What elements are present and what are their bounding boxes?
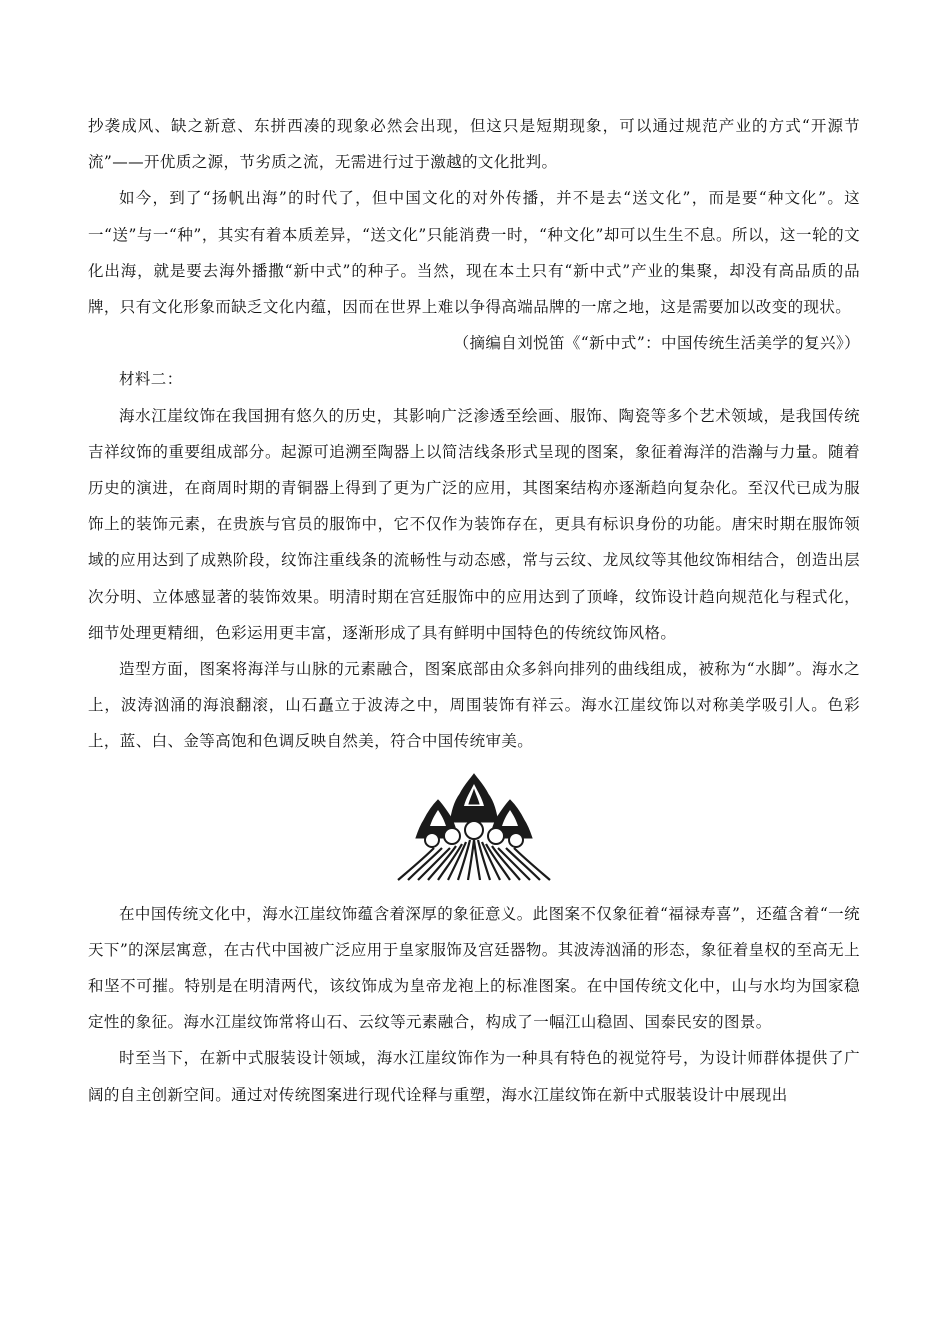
paragraph-continued: 抄袭成风、缺之新意、东拼西凑的现象必然会出现，但这只是短期现象，可以通过规范产业的方式“开源节流”——开优质之源，节劣质之流，无需进行过于激越的文化批判。	[88, 117, 860, 172]
material-heading: 材料二：	[119, 370, 183, 389]
paragraph-cultural-export: 如今，到了“扬帆出海”的时代了，但中国文化的对外传播，并不是去“送文化”，而是要“种文化”。这一“送”与一“种”，其实有着本质差异，“送文化”只能消费一时，“种文化”却可以生生不息。所以，这一轮的文化出海，就是要去海外播撒“新中式”的种子。当然，现在本土只有“新中式”产业的集聚，却没有高品质的品牌，只有文化形象而缺乏文化内蕴，因而在世界上难以争得高端品牌的一席之地，这是需要加以改变的现状。	[88, 189, 860, 317]
source-note: （摘编自刘悦笛《“新中式”：中国传统生活美学的复兴》）	[453, 334, 860, 353]
document-page	[88, 108, 860, 1113]
paragraph-form: 造型方面，图案将海洋与山脉的元素融合，图案底部由众多斜向排列的曲线组成，被称为“水脚”。海水之上，波涛汹涌的海浪翻滚，山石矗立于波涛之中，周围装饰有祥云。海水江崖纹饰以对称美学吸引人。色彩上，蓝、白、金等高饱和色调反映自然美，符合中国传统审美。	[88, 660, 860, 751]
paragraph-history: 海水江崖纹饰在我国拥有悠久的历史，其影响广泛渗透至绘画、服饰、陶瓷等多个艺术领域，是我国传统吉祥纹饰的重要组成部分。起源可追溯至陶器上以简洁线条形式呈现的图案，象征着海洋的浩瀚与力量。随着历史的演进，在商周时期的青铜器上得到了更为广泛的应用，其图案结构亦逐渐趋向复杂化。至汉代已成为服饰上的装饰元素，在贵族与官员的服饰中，它不仅作为装饰存在，更具有标识身份的功能。唐宋时期在服饰领域的应用达到了成熟阶段，纹饰注重线条的流畅性与动态感，常与云纹、龙凤纹等其他纹饰相结合，创造出层次分明、立体感显著的装饰效果。明清时期在宫廷服饰中的应用达到了顶峰，纹饰设计趋向规范化与程式化，细节处理更精细，色彩运用更丰富，逐渐形成了具有鲜明中国特色的传统纹饰风格。	[88, 406, 860, 642]
figure-container	[88, 772, 860, 890]
paragraph-symbolism: 在中国传统文化中，海水江崖纹饰蕴含着深厚的象征意义。此图案不仅象征着“福禄寿喜”，还蕴含着“一统天下”的深层寓意，在古代中国被广泛应用于皇家服饰及宫廷器物。其波涛汹涌的形态，象征着皇权的至高无上和坚不可摧。特别是在明清两代，该纹饰成为皇帝龙袍上的标准图案。在中国传统文化中，山与水均为国家稳定性的象征。海水江崖纹饰常将山石、云纹等元素融合，构成了一幅江山稳固、国泰民安的图景。	[88, 904, 860, 1032]
paragraph-modern-design: 时至当下，在新中式服装设计领域，海水江崖纹饰作为一种具有特色的视觉符号，为设计师群体提供了广阔的自主创新空间。通过对传统图案进行现代诠释与重塑，海水江崖纹饰在新中式服装设计中展现出	[88, 1049, 860, 1104]
sea-wave-cliff-pattern-icon	[394, 772, 554, 884]
